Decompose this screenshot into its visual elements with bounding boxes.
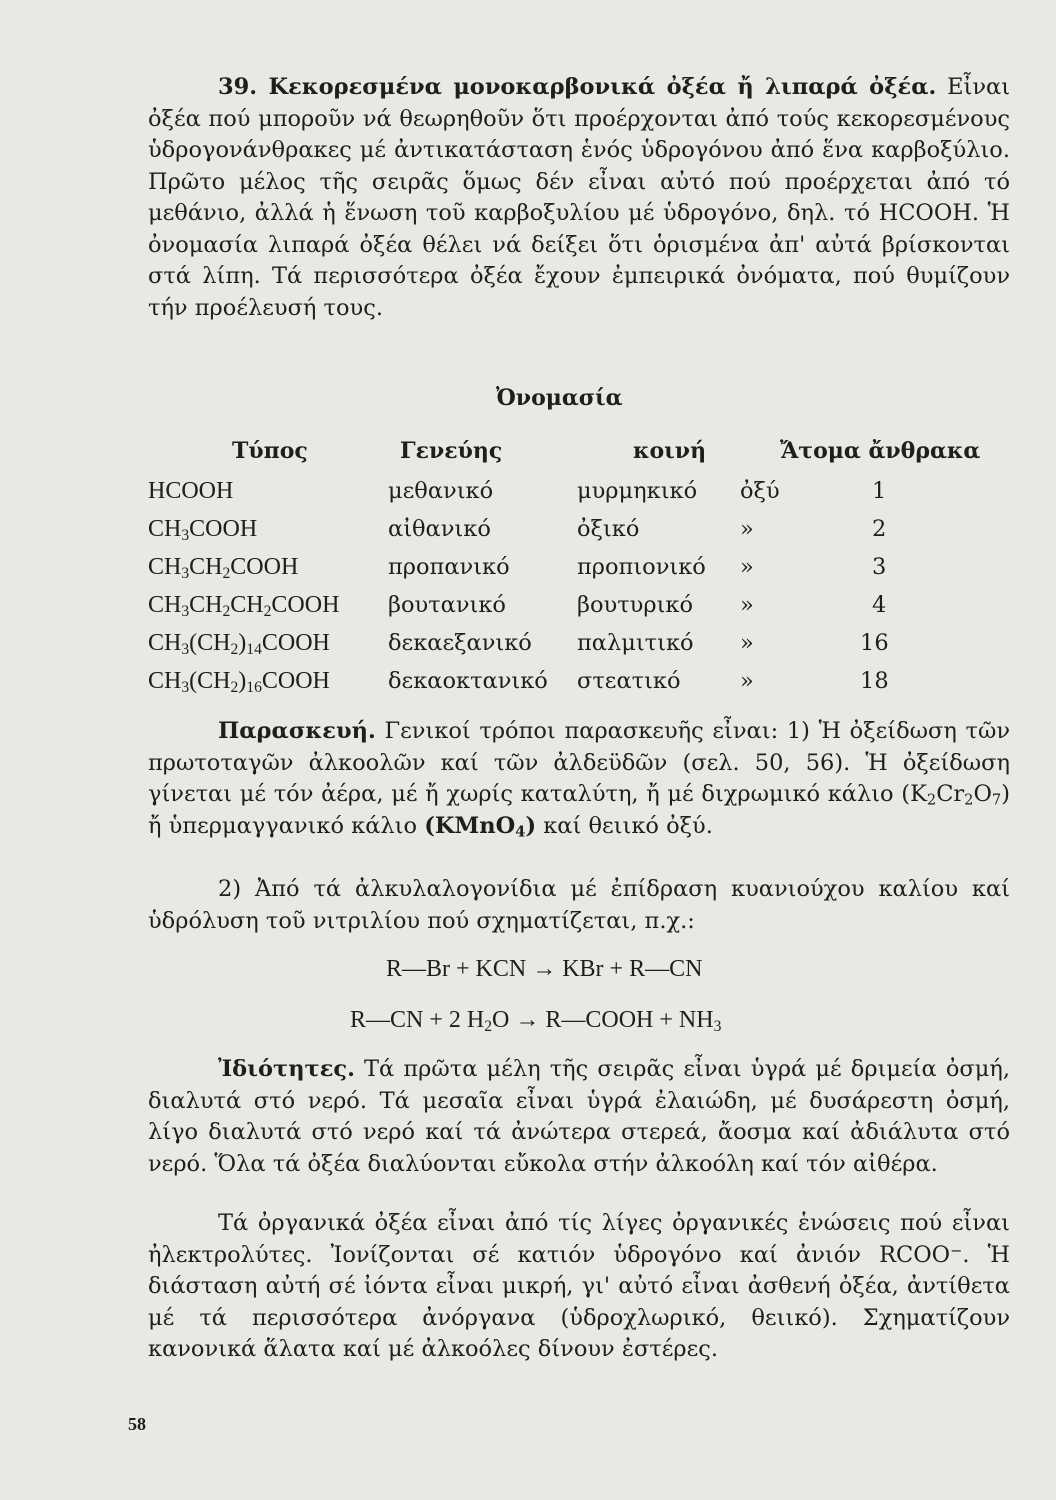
table-cell-suffix: »	[740, 554, 754, 580]
table-cell-geneva-name: δεκαοκτανικό	[388, 668, 548, 694]
preparation-text-2: ἤ ὑπερμαγγανικό κάλιο	[148, 812, 425, 839]
page-number: 58	[128, 1414, 146, 1434]
table-cell-formula: $CH_3COOH$	[148, 516, 258, 544]
intro-paragraph	[148, 72, 1010, 324]
table-cell-formula: HCOOH	[148, 478, 234, 504]
properties-paragraph-2	[148, 1208, 1010, 1366]
table-cell-carbon-count: 2	[872, 516, 887, 542]
table-cell-common-name: στεατικό	[577, 668, 681, 694]
table-cell-common-name: προπιονικό	[577, 554, 706, 580]
col-header-geneva: Γενεύης	[400, 438, 503, 464]
col-header-common: κοινή	[633, 438, 707, 464]
table-cell-carbon-count: 16	[860, 630, 889, 656]
equation-1: R—Br + KCN → KBr + R—CN	[386, 956, 703, 982]
properties-text: Τά πρῶτα μέλη τῆς σειρᾶς εἶναι ὑγρά μέ δριμεία ὀσμή, διαλυτά στό νερό. Τά μεσαῖα εἶναι ὑγρά ἐλαιώδη, μέ δυσάρεστη ὀσμή, λίγο διαλυτά στό νερό καί τά ἀνώτερα στερεά, ἄοσμα καί ἀδιάλυτα στό νερό. Ὅλα τά ὀξέα διαλύονται εὔκολα στήν ἀλκοόλη καί τόν αἰθέρα.	[148, 1056, 1010, 1177]
section-heading: 39. Κεκορεσμένα μονοκαρβονικά ὀξέα ἤ λιπαρά ὀξέα.	[218, 74, 937, 100]
preparation-item-2: 2) Ἀπό τά ἀλκυλαλογονίδια μέ ἐπίδραση κυανιούχου καλίου καί ὑδρόλυση τοῦ νιτριλίου πού σχηματίζεται, π.χ.:	[148, 876, 1010, 934]
table-cell-geneva-name: βουτανικό	[388, 592, 506, 618]
table-cell-suffix: »	[740, 668, 754, 694]
formula-kmno4: (KMnO$_4$)	[424, 812, 537, 841]
table-group-header: Ὀνομασία	[496, 385, 623, 411]
table-cell-geneva-name: αἰθανικό	[388, 516, 491, 542]
table-cell-formula: $CH_3CH_2COOH$	[148, 554, 299, 582]
properties-heading: Ἰδιότητες.	[218, 1056, 355, 1082]
table-cell-geneva-name: προπανικό	[388, 554, 510, 580]
table-cell-formula: $CH_3(CH_2)_{16}COOH$	[148, 668, 330, 696]
table-cell-geneva-name: δεκαεξανικό	[388, 630, 532, 656]
table-cell-suffix: »	[740, 630, 754, 656]
table-cell-common-name: παλμιτικό	[577, 630, 694, 656]
properties-paragraph	[148, 1054, 1010, 1180]
col-header-type: Τύπος	[232, 438, 308, 464]
table-cell-carbon-count: 4	[872, 592, 887, 618]
table-cell-geneva-name: μεθανικό	[388, 478, 494, 504]
table-cell-suffix: ὀξύ	[740, 478, 780, 504]
properties-text-2: Τά ὀργανικά ὀξέα εἶναι ἀπό τίς λίγες ὀργανικές ἑνώσεις πού εἶναι ἠλεκτρολύτες. Ἰονίζονται σέ κατιόν ὑδρογόνο καί ἀνιόν RCOO−. Ἡ διάσταση αὐτή σέ ἰόντα εἶναι μικρή, γι' αὐτό εἶναι ἀσθενή ὀξέα, ἀντίθετα μέ τά περισσότερα ἀνόργανα (ὑδροχλωρικό, θειικό). Σχηματίζουν κανονικά ἅλατα καί μέ ἀλκοόλες δίνουν ἐστέρες.	[148, 1210, 1010, 1362]
col-header-carbons: Ἄτομα ἄνθρακα	[780, 438, 981, 464]
table-cell-common-name: μυρμηκικό	[577, 478, 698, 504]
table-cell-suffix: »	[740, 516, 754, 542]
table-cell-common-name: βουτυρικό	[577, 592, 694, 618]
table-cell-common-name: ὀξικό	[577, 516, 640, 542]
table-cell-carbon-count: 18	[860, 668, 889, 694]
table-cell-formula: $CH_3(CH_2)_{14}COOH$	[148, 630, 330, 658]
equation-2: R—CN + 2 $H_2O$ → R—COOH + $NH_3$	[350, 1007, 722, 1035]
preparation-text-3: καί θειικό ὀξύ.	[536, 812, 713, 839]
formula-k2cr2o7: $(K_2Cr_2O_7)$	[901, 781, 1010, 809]
table-cell-formula: $CH_3CH_2CH_2COOH$	[148, 592, 340, 620]
table-cell-carbon-count: 3	[872, 554, 887, 580]
preparation-heading: Παρασκευή.	[218, 718, 376, 744]
preparation-text: Γενικοί τρόποι παρασκευῆς εἶναι: 1) Ἡ ὀξείδωση τῶν πρωτοταγῶν ἀλκοολῶν καί τῶν ἀλδεϋδῶν (σελ. 50, 56). Ἡ ὀξείδωση γίνεται μέ τόν ἀέρα, μέ ἤ χωρίς καταλύτη, ἤ μέ διχρωμικό κάλιο	[148, 718, 1010, 807]
preparation-paragraph	[148, 716, 1010, 842]
intro-text: Εἶναι ὀξέα πού μποροῦν νά θεωρηθοῦν ὅτι προέρχονται ἀπό τούς κεκορεσμένους ὑδρογονάνθρακες μέ ἀντικατάσταση ἑνός ὑδρογόνου ἀπό ἕνα καρβοξύλιο. Πρῶτο μέλος τῆς σειρᾶς ὅμως δέν εἶναι αὐτό πού προέρχεται ἀπό τό μεθάνιο, ἀλλά ἡ ἕνωση τοῦ καρβοξυλίου μέ ὑδρογόνο, δηλ. τό HCOOH. Ἡ ὀνομασία λιπαρά ὀξέα θέλει νά δείξει ὅτι ὁρισμένα ἀπ' αὐτά βρίσκονται στά λίπη. Τά περισσότερα ὀξέα ἔχουν ἐμπειρικά ὀνόματα, πού θυμίζουν τήν προέλευσή τους.	[148, 74, 1011, 321]
table-cell-carbon-count: 1	[872, 478, 887, 504]
table-cell-suffix: »	[740, 592, 754, 618]
